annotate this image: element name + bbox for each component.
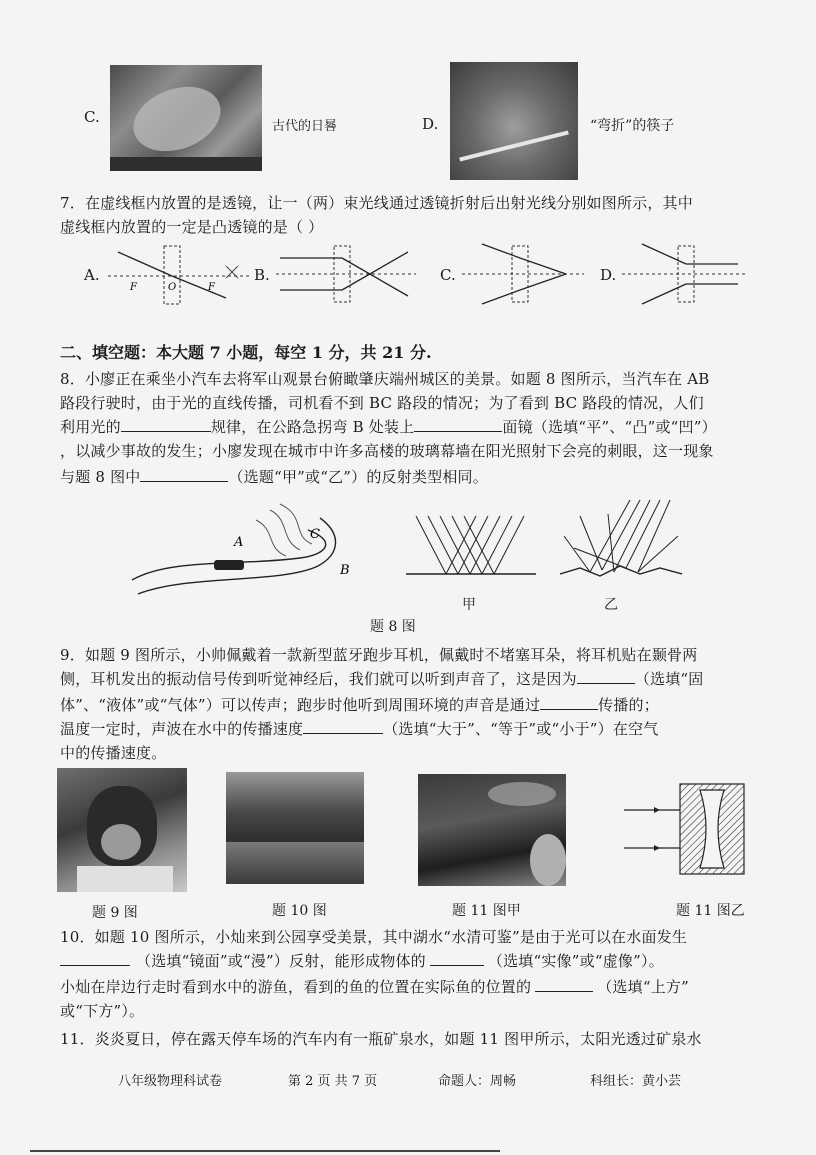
sundial-photo	[110, 65, 262, 171]
q7-diagram-b	[276, 240, 416, 306]
fig9-photo	[57, 768, 187, 892]
q7-option-a: A.	[84, 266, 100, 284]
option-c-caption: 古代的日晷	[272, 119, 338, 134]
q8-blank-1[interactable]	[121, 415, 211, 432]
q9-line3-part1: 体”、“液体”或“气体”）可以传声；跑步时他听到周围环境的声音是通过	[60, 696, 541, 714]
q8-blank-3[interactable]	[140, 465, 228, 482]
fig8-specular-reflection	[406, 510, 536, 582]
q8-line3-part1: 利用光的	[60, 418, 121, 436]
fig8-jia-label: 甲	[462, 597, 476, 613]
fig11b-diagram	[624, 778, 750, 878]
q10-blank-2[interactable]	[430, 949, 484, 966]
fig8-label-a: A	[234, 535, 244, 550]
q8-line5-part1: 与题 8 图中	[60, 468, 141, 486]
q9-line4-part1: 温度一定时，声波在水中的传播速度	[60, 720, 304, 738]
q7-label-o: O	[168, 282, 177, 293]
fig11a-photo	[418, 774, 566, 886]
fig8-road-diagram	[130, 500, 370, 600]
q9-blank-3[interactable]	[303, 717, 383, 734]
q9-line2-part1: 侧，耳机发出的振动信号传到听觉神经后，我们就可以听到声音了，这是因为	[60, 670, 577, 688]
fig11a-caption: 题 11 图甲	[452, 903, 521, 919]
footer-page-number: 第 2 页 共 7 页	[288, 1074, 378, 1089]
q8-line1: 8．小廖正在乘坐小汽车去将军山观景台俯瞰肇庆端州城区的美景。如题 8 图所示，当汽车在 AB	[60, 370, 710, 388]
q10-blank-1[interactable]	[60, 949, 130, 966]
fig8-diffuse-reflection	[560, 496, 682, 584]
q10-line3-part2: （选填“上方”	[597, 978, 689, 996]
q7-diagram-d	[622, 240, 746, 306]
q8-line2: 路段行驶时，由于光的直线传播，司机看不到 BC 路段的情况；为了看到 BC 路段的情况，人们	[60, 394, 704, 412]
q10-line4: 或“下方”）。	[60, 1002, 145, 1020]
q8-line4: ，以减少事故的发生；小廖发现在城市中许多高楼的玻璃幕墙在阳光照射下会亮的刺眼，这一现象	[60, 442, 714, 460]
q8-blank-2[interactable]	[414, 415, 502, 432]
q10-line3-part1: 小灿在岸边行走时看到水中的游鱼，看到的鱼的位置在实际鱼的位置的	[60, 978, 532, 996]
q9-line2-part2: （选填“固	[634, 670, 704, 688]
fig9-caption: 题 9 图	[92, 905, 138, 921]
q10-line3	[60, 972, 689, 1002]
q7-diagram-c	[462, 240, 584, 306]
q8-line5-part2: （选题“甲”或“乙”）的反射类型相同。	[228, 468, 488, 486]
fig8-caption: 题 8 图	[370, 619, 416, 635]
bent-chopsticks-photo	[450, 62, 578, 180]
q11-line1: 11．炎炎夏日，停在露天停车场的汽车内有一瓶矿泉水，如题 11 图甲所示，太阳光透过矿泉水	[60, 1030, 702, 1048]
q10-line2-part1: （选填“镜面”或“漫”）反射，能形成物体的	[136, 952, 426, 970]
q10-blank-3[interactable]	[535, 975, 593, 992]
fig10-caption: 题 10 图	[272, 903, 327, 919]
q9-line3-part2: 传播的；	[598, 696, 659, 714]
q10-line2-part2: （选填“实像”或“虚像”）。	[487, 952, 664, 970]
q8-line3-part2: 规律，在公路急拐弯 B 处装上	[210, 418, 415, 436]
fig11b-caption: 题 11 图乙	[676, 903, 745, 919]
fig8-label-c: C	[310, 527, 320, 542]
q7-label-f2: F	[208, 282, 215, 293]
q9-line1: 9．如题 9 图所示，小帅佩戴着一款新型蓝牙跑步耳机，佩戴时不堵塞耳朵，将耳机贴在颞骨两	[60, 646, 698, 664]
option-d-caption: “弯折”的筷子	[590, 118, 675, 134]
section2-heading: 二、填空题：本大题 7 小题，每空 1 分，共 21 分.	[60, 343, 432, 362]
fig8-yi-label: 乙	[604, 597, 618, 613]
q9-line4-part2: （选填“大于”、“等于”或“小于”）在空气	[383, 720, 659, 738]
q7-option-b: B.	[254, 266, 270, 284]
q9-line5: 中的传播速度。	[60, 744, 167, 762]
q7-option-c: C.	[440, 266, 456, 284]
q8-line5	[60, 462, 488, 492]
fig10-photo	[226, 772, 364, 884]
q7-line1: 7．在虚线框内放置的是透镜，让一（两）束光线通过透镜折射后出射光线分别如图所示，其中	[60, 194, 693, 212]
fig8-label-b: B	[340, 563, 350, 578]
q7-label-f1: F	[130, 282, 137, 293]
q7-line2: 虚线框内放置的一定是凸透镜的是（ ）	[60, 218, 324, 236]
footer-subject: 八年级物理科试卷	[118, 1074, 223, 1089]
q9-blank-1[interactable]	[577, 667, 635, 684]
q7-diagram-a	[108, 238, 252, 308]
q9-blank-2[interactable]	[540, 693, 598, 710]
q8-line3-part3: 面镜（选填“平”、“凸”或“凹”）	[502, 418, 717, 436]
footer-author: 命题人：周畅	[438, 1074, 517, 1089]
footer-leader: 科组长：黄小芸	[590, 1074, 682, 1089]
option-c-letter: C.	[84, 108, 100, 126]
q10-line1: 10．如题 10 图所示，小灿来到公园享受美景，其中湖水“水清可鉴”是由于光可以在水面发生	[60, 928, 688, 946]
q7-option-d: D.	[600, 266, 617, 284]
option-d-letter: D.	[422, 115, 439, 133]
bottom-edge-line	[30, 1150, 500, 1152]
